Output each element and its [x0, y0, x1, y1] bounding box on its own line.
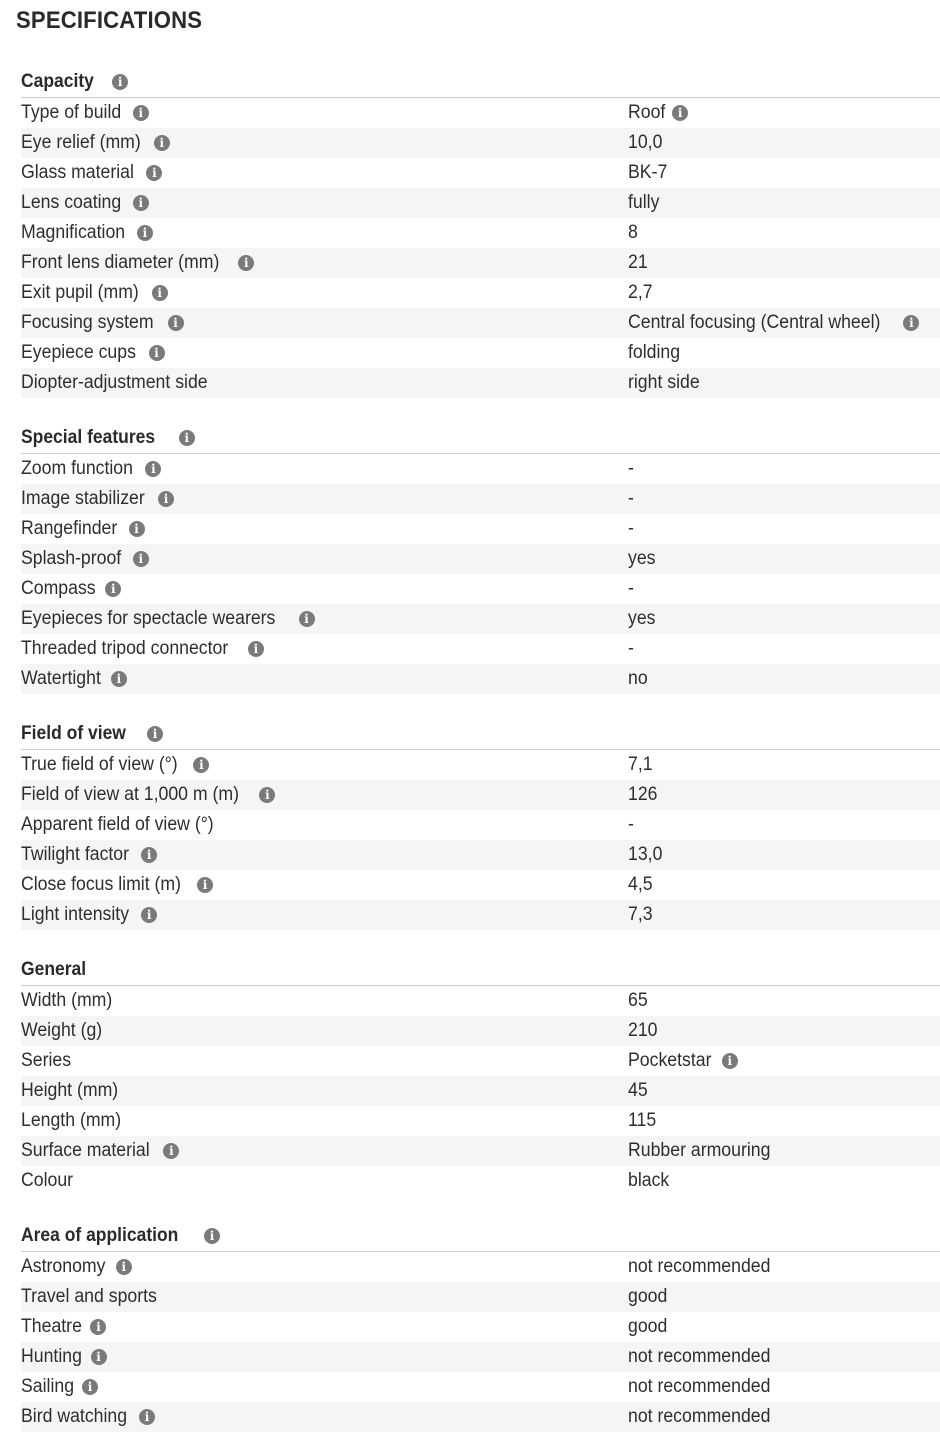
- info-icon[interactable]: i: [299, 611, 315, 627]
- spec-row: [21, 308, 940, 338]
- spec-label: Series: [21, 1050, 72, 1071]
- spec-label-cell: [21, 578, 628, 600]
- spec-value: good: [628, 1316, 668, 1337]
- spec-value-cell: [628, 252, 940, 274]
- spec-value-cell: [628, 608, 940, 630]
- spec-value-cell: [628, 488, 940, 510]
- spec-label-cell: [21, 1140, 628, 1162]
- spec-label-cell: [21, 162, 628, 184]
- spec-label-cell: [21, 1080, 628, 1102]
- spec-label-cell: [21, 132, 628, 154]
- spec-value: yes: [628, 608, 656, 629]
- spec-row: [21, 218, 940, 248]
- spec-value: 8: [628, 222, 638, 243]
- info-icon[interactable]: i: [145, 461, 161, 477]
- info-icon[interactable]: i: [139, 1409, 155, 1425]
- spec-label-cell: [21, 1256, 628, 1278]
- spec-value: yes: [628, 548, 656, 569]
- info-icon[interactable]: i: [158, 491, 174, 507]
- spec-value-cell: [628, 1406, 940, 1428]
- spec-value: right side: [628, 372, 700, 393]
- spec-label: Height (mm): [21, 1080, 119, 1101]
- spec-row: [21, 368, 940, 398]
- spec-value: black: [628, 1170, 670, 1191]
- spec-row: [21, 514, 940, 544]
- spec-label-cell: [21, 192, 628, 214]
- spec-row: [21, 1016, 940, 1046]
- info-icon[interactable]: i: [154, 135, 170, 151]
- spec-label-cell: [21, 638, 628, 660]
- spec-value-cell: [628, 222, 940, 244]
- spec-label: Watertight: [21, 668, 101, 689]
- info-icon[interactable]: i: [141, 847, 157, 863]
- spec-value: 2,7: [628, 282, 653, 303]
- spec-label-cell: [21, 1170, 628, 1192]
- spec-value-cell: [628, 990, 940, 1012]
- spec-label-cell: [21, 518, 628, 540]
- section-header: [21, 67, 940, 98]
- spec-row: [21, 1282, 940, 1312]
- spec-label-cell: [21, 548, 628, 570]
- spec-value: 4,5: [628, 874, 653, 895]
- info-icon[interactable]: i: [82, 1379, 98, 1395]
- info-icon[interactable]: i: [204, 1228, 220, 1244]
- spec-value-cell: [628, 192, 940, 214]
- spec-row: [21, 158, 940, 188]
- spec-label: Threaded tripod connector: [21, 638, 229, 659]
- spec-label-cell: [21, 1110, 628, 1132]
- spec-value: not recommended: [628, 1346, 771, 1367]
- spec-value-cell: [628, 814, 940, 836]
- spec-label-cell: [21, 608, 628, 630]
- info-icon[interactable]: i: [248, 641, 264, 657]
- spec-label: Compass: [21, 578, 96, 599]
- spec-label: Field of view at 1,000 m (m): [21, 784, 240, 805]
- spec-label: Magnification: [21, 222, 126, 243]
- spec-value-cell: [628, 784, 940, 806]
- spec-value: 21: [628, 252, 648, 273]
- spec-row: [21, 1252, 940, 1282]
- spec-value-cell: [628, 1170, 940, 1192]
- info-icon[interactable]: i: [147, 726, 163, 742]
- spec-label: Glass material: [21, 162, 134, 183]
- section-title: Area of application: [21, 1225, 179, 1246]
- spec-row: [21, 1046, 940, 1076]
- spec-label-cell: [21, 1050, 628, 1072]
- spec-row: [21, 1372, 940, 1402]
- info-icon[interactable]: i: [168, 315, 184, 331]
- spec-label: Weight (g): [21, 1020, 103, 1041]
- spec-label-cell: [21, 372, 628, 394]
- spec-label-cell: [21, 784, 628, 806]
- info-icon[interactable]: i: [112, 74, 128, 90]
- spec-value: 45: [628, 1080, 648, 1101]
- page-title: SPECIFICATIONS: [16, 7, 203, 34]
- info-icon[interactable]: i: [133, 105, 149, 121]
- spec-row: [21, 128, 940, 158]
- spec-value-cell: [628, 1346, 940, 1368]
- spec-value-cell: [628, 1050, 940, 1072]
- spec-value: no: [628, 668, 648, 689]
- spec-label-cell: [21, 458, 628, 480]
- spec-value: -: [628, 638, 634, 659]
- spec-row: [21, 454, 940, 484]
- spec-label: Close focus limit (m): [21, 874, 182, 895]
- spec-row: [21, 810, 940, 840]
- info-icon[interactable]: i: [672, 105, 688, 121]
- spec-label-cell: [21, 488, 628, 510]
- info-icon[interactable]: i: [903, 315, 919, 331]
- info-icon[interactable]: i: [152, 285, 168, 301]
- spec-label: Eyepieces for spectacle wearers: [21, 608, 276, 629]
- spec-label-cell: [21, 1316, 628, 1338]
- section-field-of-view: [21, 719, 940, 930]
- spec-row: [21, 750, 940, 780]
- spec-value: 65: [628, 990, 648, 1011]
- info-icon[interactable]: i: [90, 1319, 106, 1335]
- spec-value: Pocketstar: [628, 1050, 712, 1071]
- spec-row: [21, 604, 940, 634]
- spec-label-cell: [21, 1376, 628, 1398]
- spec-row: [21, 544, 940, 574]
- spec-label: Zoom function: [21, 458, 133, 479]
- spec-value-cell: [628, 132, 940, 154]
- spec-row: [21, 870, 940, 900]
- info-icon[interactable]: i: [111, 671, 127, 687]
- spec-row: [21, 986, 940, 1016]
- info-icon[interactable]: i: [91, 1349, 107, 1365]
- spec-label: Colour: [21, 1170, 74, 1191]
- spec-value-cell: [628, 342, 940, 364]
- spec-value: 13,0: [628, 844, 663, 865]
- spec-label-cell: [21, 844, 628, 866]
- spec-value-cell: [628, 1256, 940, 1278]
- spec-row: [21, 338, 940, 368]
- spec-row: [21, 1076, 940, 1106]
- spec-value: 7,1: [628, 754, 653, 775]
- spec-label-cell: [21, 874, 628, 896]
- spec-row: [21, 248, 940, 278]
- spec-value-cell: [628, 548, 940, 570]
- info-icon[interactable]: i: [141, 907, 157, 923]
- info-icon[interactable]: i: [722, 1053, 738, 1069]
- spec-value: -: [628, 518, 634, 539]
- spec-label-cell: [21, 252, 628, 274]
- spec-label-cell: [21, 102, 628, 124]
- spec-row: [21, 98, 940, 128]
- info-icon[interactable]: i: [238, 255, 254, 271]
- spec-value: folding: [628, 342, 681, 363]
- section-header: [21, 1221, 940, 1252]
- spec-label: Eye relief (mm): [21, 132, 141, 153]
- spec-value: Roof: [628, 102, 666, 123]
- spec-label-cell: [21, 312, 628, 334]
- spec-label-cell: [21, 814, 628, 836]
- spec-label: Travel and sports: [21, 1286, 157, 1307]
- spec-label: Light intensity: [21, 904, 130, 925]
- spec-value-cell: [628, 578, 940, 600]
- spec-row: [21, 574, 940, 604]
- section-title: Special features: [21, 427, 156, 448]
- spec-value-cell: [628, 904, 940, 926]
- spec-value: BK-7: [628, 162, 668, 183]
- spec-label-cell: [21, 1286, 628, 1308]
- spec-label: Focusing system: [21, 312, 154, 333]
- spec-value: -: [628, 578, 634, 599]
- spec-label: Exit pupil (mm): [21, 282, 139, 303]
- info-icon[interactable]: i: [179, 430, 195, 446]
- spec-row: [21, 664, 940, 694]
- spec-row: [21, 484, 940, 514]
- info-icon[interactable]: i: [137, 225, 153, 241]
- spec-value-cell: [628, 1020, 940, 1042]
- spec-value-cell: [628, 638, 940, 660]
- spec-value-cell: [628, 844, 940, 866]
- spec-value-cell: [628, 312, 940, 334]
- spec-label: Astronomy: [21, 1256, 106, 1277]
- info-icon[interactable]: i: [133, 551, 149, 567]
- info-icon[interactable]: i: [149, 345, 165, 361]
- spec-value-cell: [628, 1286, 940, 1308]
- info-icon[interactable]: i: [146, 165, 162, 181]
- spec-row: [21, 1342, 940, 1372]
- spec-row: [21, 278, 940, 308]
- spec-value: 210: [628, 1020, 658, 1041]
- spec-label-cell: [21, 990, 628, 1012]
- spec-label-cell: [21, 1346, 628, 1368]
- spec-label: Splash-proof: [21, 548, 122, 569]
- info-icon[interactable]: i: [116, 1259, 132, 1275]
- section-capacity: [21, 67, 940, 398]
- section-title: Field of view: [21, 723, 126, 744]
- spec-label: True field of view (°): [21, 754, 178, 775]
- spec-value-cell: [628, 518, 940, 540]
- spec-label: Front lens diameter (mm): [21, 252, 220, 273]
- spec-label-cell: [21, 282, 628, 304]
- spec-value: fully: [628, 192, 660, 213]
- section-header: [21, 423, 940, 454]
- spec-label-cell: [21, 904, 628, 926]
- spec-value-cell: [628, 1376, 940, 1398]
- spec-label-cell: [21, 754, 628, 776]
- section-general: [21, 955, 940, 1196]
- spec-row: [21, 1402, 940, 1432]
- spec-value: not recommended: [628, 1376, 771, 1397]
- spec-row: [21, 1106, 940, 1136]
- spec-label: Eyepiece cups: [21, 342, 136, 363]
- spec-label: Sailing: [21, 1376, 75, 1397]
- section-area-of-application: [21, 1221, 940, 1432]
- info-icon[interactable]: i: [129, 521, 145, 537]
- spec-value: not recommended: [628, 1256, 771, 1277]
- spec-label: Apparent field of view (°): [21, 814, 214, 835]
- spec-value: 126: [628, 784, 658, 805]
- spec-label-cell: [21, 222, 628, 244]
- spec-value: good: [628, 1286, 668, 1307]
- spec-value-cell: [628, 1110, 940, 1132]
- spec-value-cell: [628, 1080, 940, 1102]
- info-icon[interactable]: i: [105, 581, 121, 597]
- spec-label: Diopter-adjustment side: [21, 372, 208, 393]
- spec-value: not recommended: [628, 1406, 771, 1427]
- spec-value: -: [628, 488, 634, 509]
- spec-value: Central focusing (Central wheel): [628, 312, 881, 333]
- section-title: Capacity: [21, 71, 94, 92]
- info-icon[interactable]: i: [163, 1143, 179, 1159]
- spec-value-cell: [628, 874, 940, 896]
- section-header: [21, 955, 940, 986]
- spec-value-cell: [628, 1316, 940, 1338]
- section-title: General: [21, 959, 87, 980]
- spec-row: [21, 188, 940, 218]
- spec-value-cell: [628, 162, 940, 184]
- section-special-features: [21, 423, 940, 694]
- spec-label-cell: [21, 342, 628, 364]
- info-icon[interactable]: i: [197, 877, 213, 893]
- spec-value-cell: [628, 754, 940, 776]
- spec-label: Twilight factor: [21, 844, 130, 865]
- spec-label: Image stabilizer: [21, 488, 145, 509]
- spec-row: [21, 634, 940, 664]
- spec-value-cell: [628, 668, 940, 690]
- spec-value: Rubber armouring: [628, 1140, 771, 1161]
- info-icon[interactable]: i: [133, 195, 149, 211]
- info-icon[interactable]: i: [259, 787, 275, 803]
- spec-row: [21, 840, 940, 870]
- spec-label: Type of build: [21, 102, 122, 123]
- spec-label: Surface material: [21, 1140, 150, 1161]
- spec-row: [21, 1166, 940, 1196]
- spec-label: Rangefinder: [21, 518, 118, 539]
- spec-label: Lens coating: [21, 192, 122, 213]
- spec-label: Bird watching: [21, 1406, 128, 1427]
- spec-value-cell: [628, 458, 940, 480]
- spec-row: [21, 1136, 940, 1166]
- info-icon[interactable]: i: [193, 757, 209, 773]
- spec-value-cell: [628, 282, 940, 304]
- spec-value: 10,0: [628, 132, 663, 153]
- spec-value-cell: [628, 1140, 940, 1162]
- spec-value: -: [628, 458, 634, 479]
- spec-label-cell: [21, 668, 628, 690]
- spec-label: Theatre: [21, 1316, 82, 1337]
- section-header: [21, 719, 940, 750]
- spec-label: Length (mm): [21, 1110, 122, 1131]
- spec-label: Hunting: [21, 1346, 82, 1367]
- spec-value-cell: [628, 102, 940, 124]
- spec-row: [21, 900, 940, 930]
- spec-label-cell: [21, 1406, 628, 1428]
- spec-row: [21, 1312, 940, 1342]
- spec-value: 7,3: [628, 904, 653, 925]
- spec-value: -: [628, 814, 634, 835]
- spec-label: Width (mm): [21, 990, 113, 1011]
- spec-row: [21, 780, 940, 810]
- spec-value-cell: [628, 372, 940, 394]
- spec-label-cell: [21, 1020, 628, 1042]
- spec-value: 115: [628, 1110, 657, 1131]
